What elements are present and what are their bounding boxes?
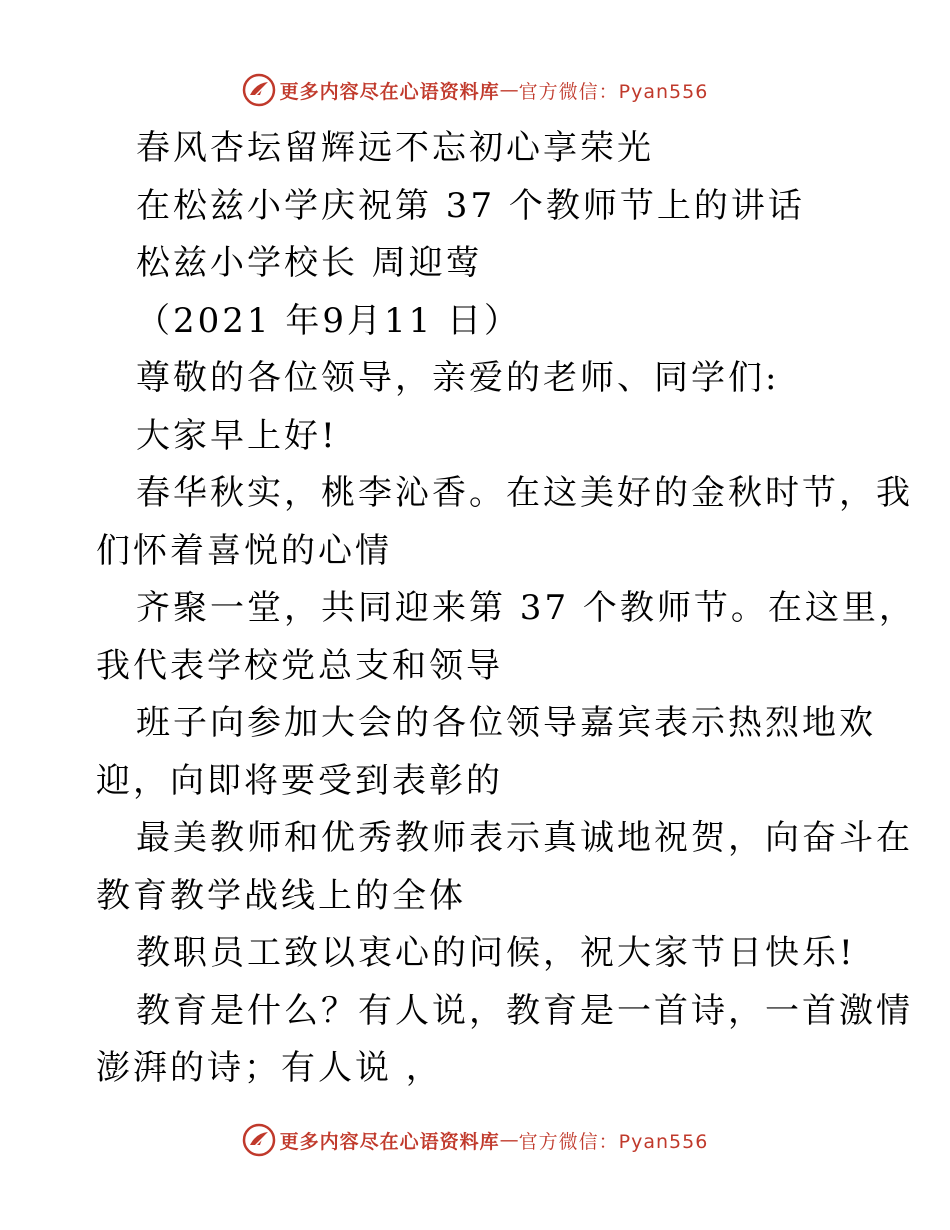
document-body xyxy=(96,120,916,1098)
text-line: 尊敬的各位领导，亲爱的老师、同学们: xyxy=(136,358,780,398)
text-line: 教育教学战线上的全体 xyxy=(96,875,466,916)
watermark-group xyxy=(242,1123,709,1157)
text-line: 我代表学校党总支和领导 xyxy=(96,645,503,686)
text-line: 最美教师和优秀教师表示真诚地祝贺，向奋斗在 xyxy=(136,818,913,858)
text-line: 齐聚一堂，共同迎来第 37 个教师节。在这里， xyxy=(136,588,916,628)
text-line: 教职员工致以衷心的问候，祝大家节日快乐! xyxy=(136,933,856,973)
watermark-group xyxy=(242,73,709,107)
text-line: 迎，向即将要受到表彰的 xyxy=(96,760,503,801)
watermark-main-text: 更多内容尽在心语资料库 xyxy=(279,1130,500,1153)
logo-icon xyxy=(242,1123,276,1157)
header-watermark xyxy=(0,70,950,110)
text-line: （2021 年9月11 日） xyxy=(136,300,522,341)
text-line: 澎湃的诗；有人说 ， xyxy=(96,1048,443,1088)
text-line: 春风杏坛留辉远不忘初心享荣光 xyxy=(136,128,654,168)
text-line: 松兹小学校长 周迎莺 xyxy=(136,243,483,283)
watermark-dash: — xyxy=(499,79,519,101)
text-line: 大家早上好! xyxy=(136,415,338,456)
watermark-main-text: 更多内容尽在心语资料库 xyxy=(279,80,500,103)
watermark-dash: — xyxy=(499,1129,519,1151)
text-line: 在松兹小学庆祝第 37 个教师节上的讲话 xyxy=(136,185,805,226)
footer-watermark xyxy=(0,1120,950,1160)
text-line: 们怀着喜悦的心情 xyxy=(96,530,392,571)
logo-icon xyxy=(242,73,276,107)
text-line: 春华秋实，桃李沁香。在这美好的金秋时节，我 xyxy=(136,473,913,513)
text-line: 教育是什么？有人说，教育是一首诗，一首激情 xyxy=(136,990,913,1031)
watermark-wechat-text: 官方微信：Pyan556 xyxy=(518,80,709,103)
text-line: 班子向参加大会的各位领导嘉宾表示热烈地欢 xyxy=(136,703,876,743)
watermark-wechat-text: 官方微信：Pyan556 xyxy=(518,1130,709,1153)
